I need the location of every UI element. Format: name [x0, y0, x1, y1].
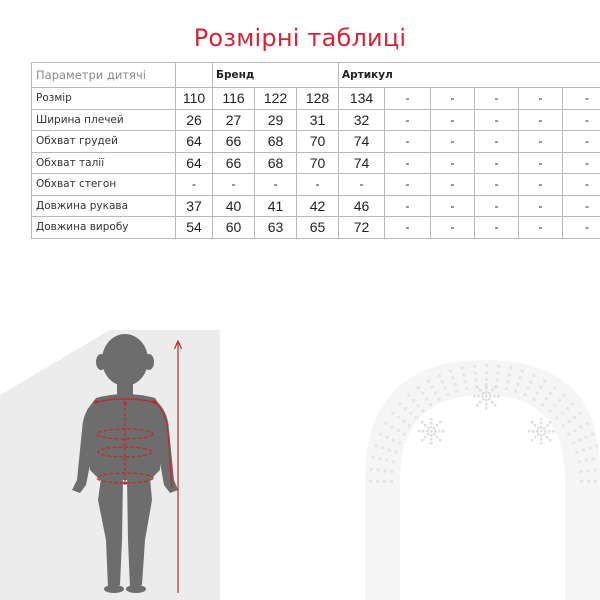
params-header: Параметри дитячі: [32, 63, 176, 88]
table-cell: -: [431, 109, 475, 131]
table-row: [32, 131, 600, 153]
table-cell: -: [475, 131, 519, 153]
row-label: Ширина плечей: [32, 109, 176, 131]
decorative-pattern: [365, 360, 600, 600]
table-cell: 42: [297, 195, 339, 217]
table-cell: -: [519, 152, 563, 174]
table-cell: -: [563, 131, 600, 153]
table-row: [32, 88, 600, 110]
table-cell: 54: [176, 217, 213, 239]
table-cell: 134: [339, 88, 385, 110]
table-cell: -: [431, 152, 475, 174]
table-cell: 37: [176, 195, 213, 217]
table-cell: 122: [255, 88, 297, 110]
table-row: [32, 217, 600, 239]
row-label: Обхват грудей: [32, 131, 176, 153]
table-cell: -: [475, 152, 519, 174]
table-cell: -: [431, 88, 475, 110]
table-cell: 41: [255, 195, 297, 217]
table-cell: 32: [339, 109, 385, 131]
table-cell: -: [213, 174, 255, 196]
table-row: [32, 152, 600, 174]
table-cell: 63: [255, 217, 297, 239]
table-cell: -: [519, 109, 563, 131]
table-cell: 72: [339, 217, 385, 239]
table-cell: 40: [213, 195, 255, 217]
row-label: Обхват стегон: [32, 174, 176, 196]
table-cell: -: [475, 195, 519, 217]
table-cell: -: [563, 88, 600, 110]
table-cell: 66: [213, 131, 255, 153]
row-label: Обхват талії: [32, 152, 176, 174]
table-cell: -: [255, 174, 297, 196]
table-cell: 66: [213, 152, 255, 174]
article-header: Артикул: [339, 63, 600, 88]
table-cell: -: [475, 174, 519, 196]
table-header-row: [32, 63, 600, 88]
table-cell: -: [431, 195, 475, 217]
table-cell: 70: [297, 131, 339, 153]
page-title: Розмірні таблиці: [193, 24, 407, 52]
table-cell: -: [519, 174, 563, 196]
table-cell: -: [385, 217, 431, 239]
table-cell: 60: [213, 217, 255, 239]
table-cell: -: [563, 174, 600, 196]
table-cell: 70: [297, 152, 339, 174]
table-cell: -: [385, 88, 431, 110]
table-cell: -: [385, 195, 431, 217]
table-cell: 64: [176, 131, 213, 153]
brand-header: Бренд: [213, 63, 339, 88]
table-cell: 74: [339, 131, 385, 153]
table-cell: 26: [176, 109, 213, 131]
table-row: [32, 195, 600, 217]
table-row: [32, 174, 600, 196]
table-cell: -: [385, 131, 431, 153]
row-label: Довжина рукава: [32, 195, 176, 217]
table-cell: -: [519, 195, 563, 217]
table-row: [32, 109, 600, 131]
table-cell: 46: [339, 195, 385, 217]
table-cell: -: [563, 195, 600, 217]
table-cell: -: [475, 217, 519, 239]
table-cell: 64: [176, 152, 213, 174]
table-cell: -: [519, 217, 563, 239]
table-cell: 68: [255, 152, 297, 174]
table-cell: 116: [213, 88, 255, 110]
table-cell: 68: [255, 131, 297, 153]
table-cell: -: [563, 152, 600, 174]
table-cell: -: [475, 109, 519, 131]
table-cell: 29: [255, 109, 297, 131]
table-cell: 31: [297, 109, 339, 131]
measurement-illustration: [0, 300, 600, 600]
table-cell: -: [339, 174, 385, 196]
row-label: Довжина виробу: [32, 217, 176, 239]
row-label: Розмір: [32, 88, 176, 110]
table-cell: -: [385, 109, 431, 131]
table-cell: -: [431, 217, 475, 239]
table-cell: 65: [297, 217, 339, 239]
table-cell: 128: [297, 88, 339, 110]
table-cell: -: [431, 174, 475, 196]
table-cell: -: [431, 131, 475, 153]
table-cell: -: [475, 88, 519, 110]
table-cell: -: [385, 174, 431, 196]
size-table: [31, 62, 600, 239]
table-cell: 74: [339, 152, 385, 174]
table-cell: -: [519, 131, 563, 153]
table-cell: -: [385, 152, 431, 174]
table-cell: -: [519, 88, 563, 110]
header-empty: [176, 63, 213, 88]
table-cell: -: [563, 109, 600, 131]
table-cell: -: [563, 217, 600, 239]
table-cell: 27: [213, 109, 255, 131]
table-cell: 110: [176, 88, 213, 110]
table-cell: -: [297, 174, 339, 196]
table-cell: -: [176, 174, 213, 196]
